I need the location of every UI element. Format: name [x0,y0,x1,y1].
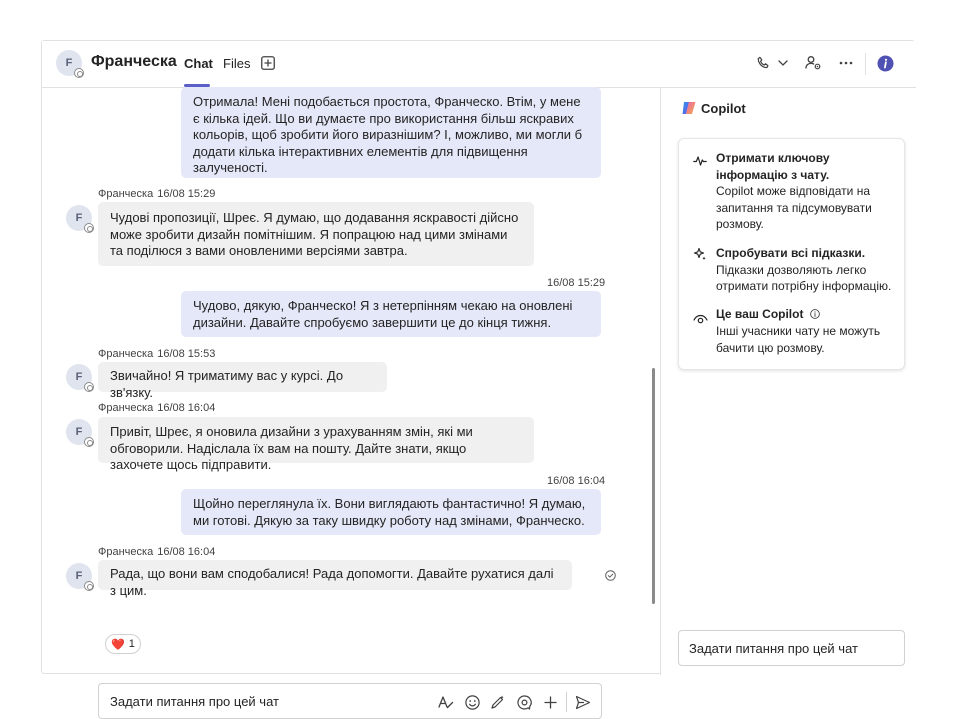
info-icon[interactable] [875,53,895,73]
timestamp: 16/08 15:29 [157,188,216,200]
heart-icon: ❤️ [111,638,125,651]
message-bubble-theirs[interactable] [98,202,534,266]
copilot-input-placeholder[interactable]: Задати питання про цей чат [689,641,858,656]
tip-body: Підказки дозволяють легко отримати потрібну інформацію. [716,262,892,293]
avatar[interactable] [66,205,92,231]
tip-title: Отримати ключову інформацію з чату. [716,151,830,182]
chevron-down-icon[interactable] [776,56,790,70]
send-icon[interactable] [573,692,593,712]
tab-files[interactable]: Files [223,56,251,71]
timestamp: 16/08 16:04 [157,402,216,414]
message-bubble-mine[interactable] [181,87,601,178]
sender-name: Франческа [98,348,154,360]
header-divider [865,53,866,75]
message-text: Щойно переглянула їх. Вони виглядають фантастично! Я думаю, ми готові. Дякую за таку швидку роботу над змінами, Франческо. [193,496,586,528]
message-bubble-theirs[interactable] [98,560,572,598]
page-title: Франческа [91,53,177,70]
message-text: Чудово, дякую, Франческо! Я з нетерпінням чекаю на оновлені дизайни. Давайте спробуємо завершити це до кінця тижня. [193,298,573,330]
reaction-badge[interactable] [105,634,141,654]
message-bubble-mine[interactable] [181,291,601,337]
tip-body: Copilot може відповідати на запитання та підсумовувати розмову. [716,184,872,231]
sender-name: Франческа [98,188,154,200]
scrollbar-thumb[interactable] [652,368,655,604]
message-meta [98,348,215,360]
avatar-initial: F [65,57,73,69]
copilot-tip [716,306,901,356]
copilot-input[interactable] [678,630,905,666]
sparkle-icon [693,247,707,266]
avatar-initial: F [75,426,83,438]
message-text: Звичайно! Я триматиму вас у курсі. До зв'язку. [110,368,344,400]
avatar[interactable] [56,50,82,76]
chat-window [41,40,915,709]
tip-title: Це ваш Copilot [716,307,804,321]
compose-box[interactable] [98,683,602,719]
compose-divider [566,692,567,712]
message-meta [98,402,215,414]
sticker-icon[interactable] [514,692,534,712]
info-small-icon[interactable] [810,307,820,324]
timestamp: 16/08 15:29 [547,277,606,289]
presence-icon [74,68,84,78]
pulse-icon [693,154,707,172]
timestamp: 16/08 16:04 [547,475,606,487]
compose-input[interactable]: Задати питання про цей чат [110,694,279,709]
more-options-icon[interactable] [836,54,856,72]
avatar-initial: F [75,371,83,383]
message-bubble-mine[interactable] [181,489,601,535]
message-bubble-theirs[interactable] [98,362,387,400]
tip-title: Спробувати всі підказки. [716,246,866,260]
copilot-tip [716,150,901,233]
sender-name: Франческа [98,402,154,414]
tip-body: Інші учасники чату не можуть бачити цю розмову. [716,324,881,355]
call-icon[interactable] [754,54,772,72]
message-meta [98,546,215,558]
add-tab-icon[interactable] [259,54,277,72]
sender-name: Франческа [98,546,154,558]
message-text: Отримала! Мені подобається простота, Франческо. Втім, у мене є кілька ідей. Що ви думаєте про використання більш яскравих кольорів, щоб зробити його виразнішим? І, можливо, ми могли б додати кілька інтерактивних елементів для підвищення залученості. [193,94,583,175]
copilot-title: Copilot [701,101,746,116]
presence-icon [84,382,94,392]
message-text: Рада, що вони вам сподобалися! Рада допомогти. Давайте рухатися далі з цим. [110,566,554,598]
presence-icon [84,581,94,591]
chat-pane [42,88,660,709]
presence-icon [84,437,94,447]
avatar-initial: F [75,570,83,582]
avatar[interactable] [66,563,92,589]
loop-compose-icon[interactable] [488,692,508,712]
eye-icon [693,311,708,329]
tab-chat[interactable]: Chat [184,56,213,71]
format-icon[interactable] [436,692,456,712]
people-settings-icon[interactable] [803,53,823,73]
message-bubble-theirs[interactable] [98,417,534,472]
presence-icon [84,223,94,233]
message-text: Чудові пропозиції, Шреє. Я думаю, що додавання яскравості дійсно може зробити дизайн помітнішим. Я попрацюю над цими змінами та поділюся з вами оновленими версіями завтра. [110,210,519,258]
copilot-tip [716,245,901,295]
message-meta [98,188,215,200]
avatar-initial: F [75,212,83,224]
plus-icon[interactable] [540,692,560,712]
chat-header [42,41,916,88]
timestamp: 16/08 15:53 [157,348,216,360]
emoji-icon[interactable] [462,692,482,712]
copilot-logo-icon [681,100,697,121]
reaction-count: 1 [128,638,135,650]
copilot-pane [661,88,916,675]
read-receipt-icon [605,568,616,586]
message-text: Привіт, Шреє, я оновила дизайни з урахуванням змін, які ми обговорили. Надіслала їх вам на пошту. Дайте знати, якщо захочете щось підправити. [110,424,473,472]
avatar[interactable] [66,419,92,445]
copilot-tips-card [678,138,905,370]
avatar[interactable] [66,364,92,390]
timestamp: 16/08 16:04 [157,546,216,558]
